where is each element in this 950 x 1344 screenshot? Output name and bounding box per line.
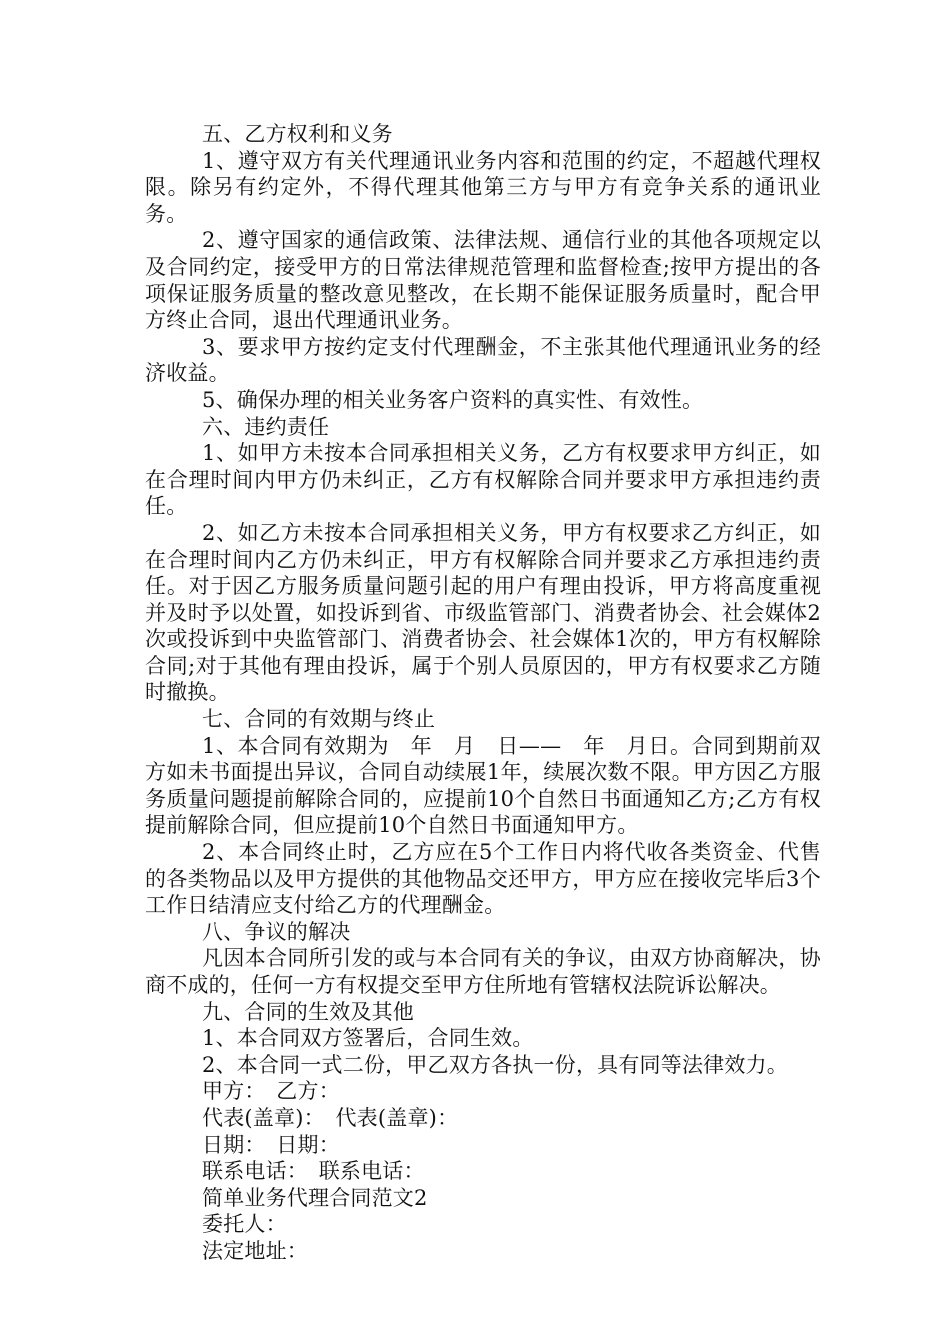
- paragraph: 1、本合同有效期为 年 月 日—— 年 月日。合同到期前双方如未书面提出异议，合同自动续展1年，续展次数不限。甲方因乙方服务质量问题提前解除合同的，应提前10个自然日书面通知乙方;乙方有权提前解除合同，但应提前10个自然日书面通知甲方。: [145, 733, 821, 838]
- paragraph: 1、遵守双方有关代理通讯业务内容和范围的约定，不超越代理权限。除另有约定外，不得代理其他第三方与甲方有竞争关系的通讯业务。: [145, 148, 821, 226]
- section-heading-7: 七、合同的有效期与终止: [202, 707, 436, 732]
- paragraph: 1、本合同双方签署后，合同生效。: [202, 1026, 534, 1051]
- document-body: [145, 121, 821, 1265]
- signature-line-representative: 代表(盖章)： 代表(盖章)：: [202, 1105, 459, 1130]
- section-heading-9: 九、合同的生效及其他: [202, 999, 414, 1024]
- signature-line-date: 日期： 日期：: [202, 1132, 340, 1157]
- paragraph: 2、本合同一式二份，甲乙双方各执一份，具有同等法律效力。: [202, 1052, 788, 1077]
- signature-line-party: 甲方： 乙方：: [202, 1079, 340, 1104]
- paragraph: 5、确保办理的相关业务客户资料的真实性、有效性。: [202, 387, 704, 412]
- paragraph: 凡因本合同所引发的或与本合同有关的争议，由双方协商解决，协商不成的，任何一方有权提交至甲方住所地有管辖权法院诉讼解决。: [145, 946, 821, 997]
- signature-line-phone: 联系电话： 联系电话：: [202, 1159, 425, 1184]
- section-heading-8: 八、争议的解决: [202, 919, 351, 944]
- field-legal-address: 法定地址：: [202, 1238, 308, 1263]
- paragraph: 2、如乙方未按本合同承担相关义务，甲方有权要求乙方纠正，如在合理时间内乙方仍未纠正，甲方有权解除合同并要求乙方承担违约责任。对于因乙方服务质量问题引起的用户有理由投诉，甲方将高度重视并及时予以处置，如投诉到省、市级监管部门、消费者协会、社会媒体2次或投诉到中央监管部门、消费者协会、社会媒体1次的，甲方有权解除合同;对于其他有理由投诉，属于个别人员原因的，甲方有权要求乙方随时撤换。: [145, 520, 821, 705]
- section-heading-6: 六、违约责任: [202, 414, 330, 439]
- paragraph: 1、如甲方未按本合同承担相关义务，乙方有权要求甲方纠正，如在合理时间内甲方仍未纠正，乙方有权解除合同并要求甲方承担违约责任。: [145, 441, 821, 519]
- paragraph: 3、要求甲方按约定支付代理酬金，不主张其他代理通讯业务的经济收益。: [145, 334, 821, 386]
- paragraph: 2、本合同终止时，乙方应在5个工作日内将代收各类资金、代售的各类物品以及甲方提供的其他物品交还甲方，甲方应在接收完毕后3个工作日结清应支付给乙方的代理酬金。: [145, 840, 821, 918]
- section-heading-5: 五、乙方权利和义务: [202, 122, 393, 146]
- field-principal: 委托人：: [202, 1212, 287, 1237]
- paragraph: 2、遵守国家的通信政策、法律法规、通信行业的其他各项规定以及合同约定，接受甲方的日常法律规范管理和监督检查;按甲方提出的各项保证服务质量的整改意见整改，在长期不能保证服务质量时，配合甲方终止合同，退出代理通讯业务。: [145, 228, 821, 333]
- sample-title: 简单业务代理合同范文2: [202, 1185, 428, 1210]
